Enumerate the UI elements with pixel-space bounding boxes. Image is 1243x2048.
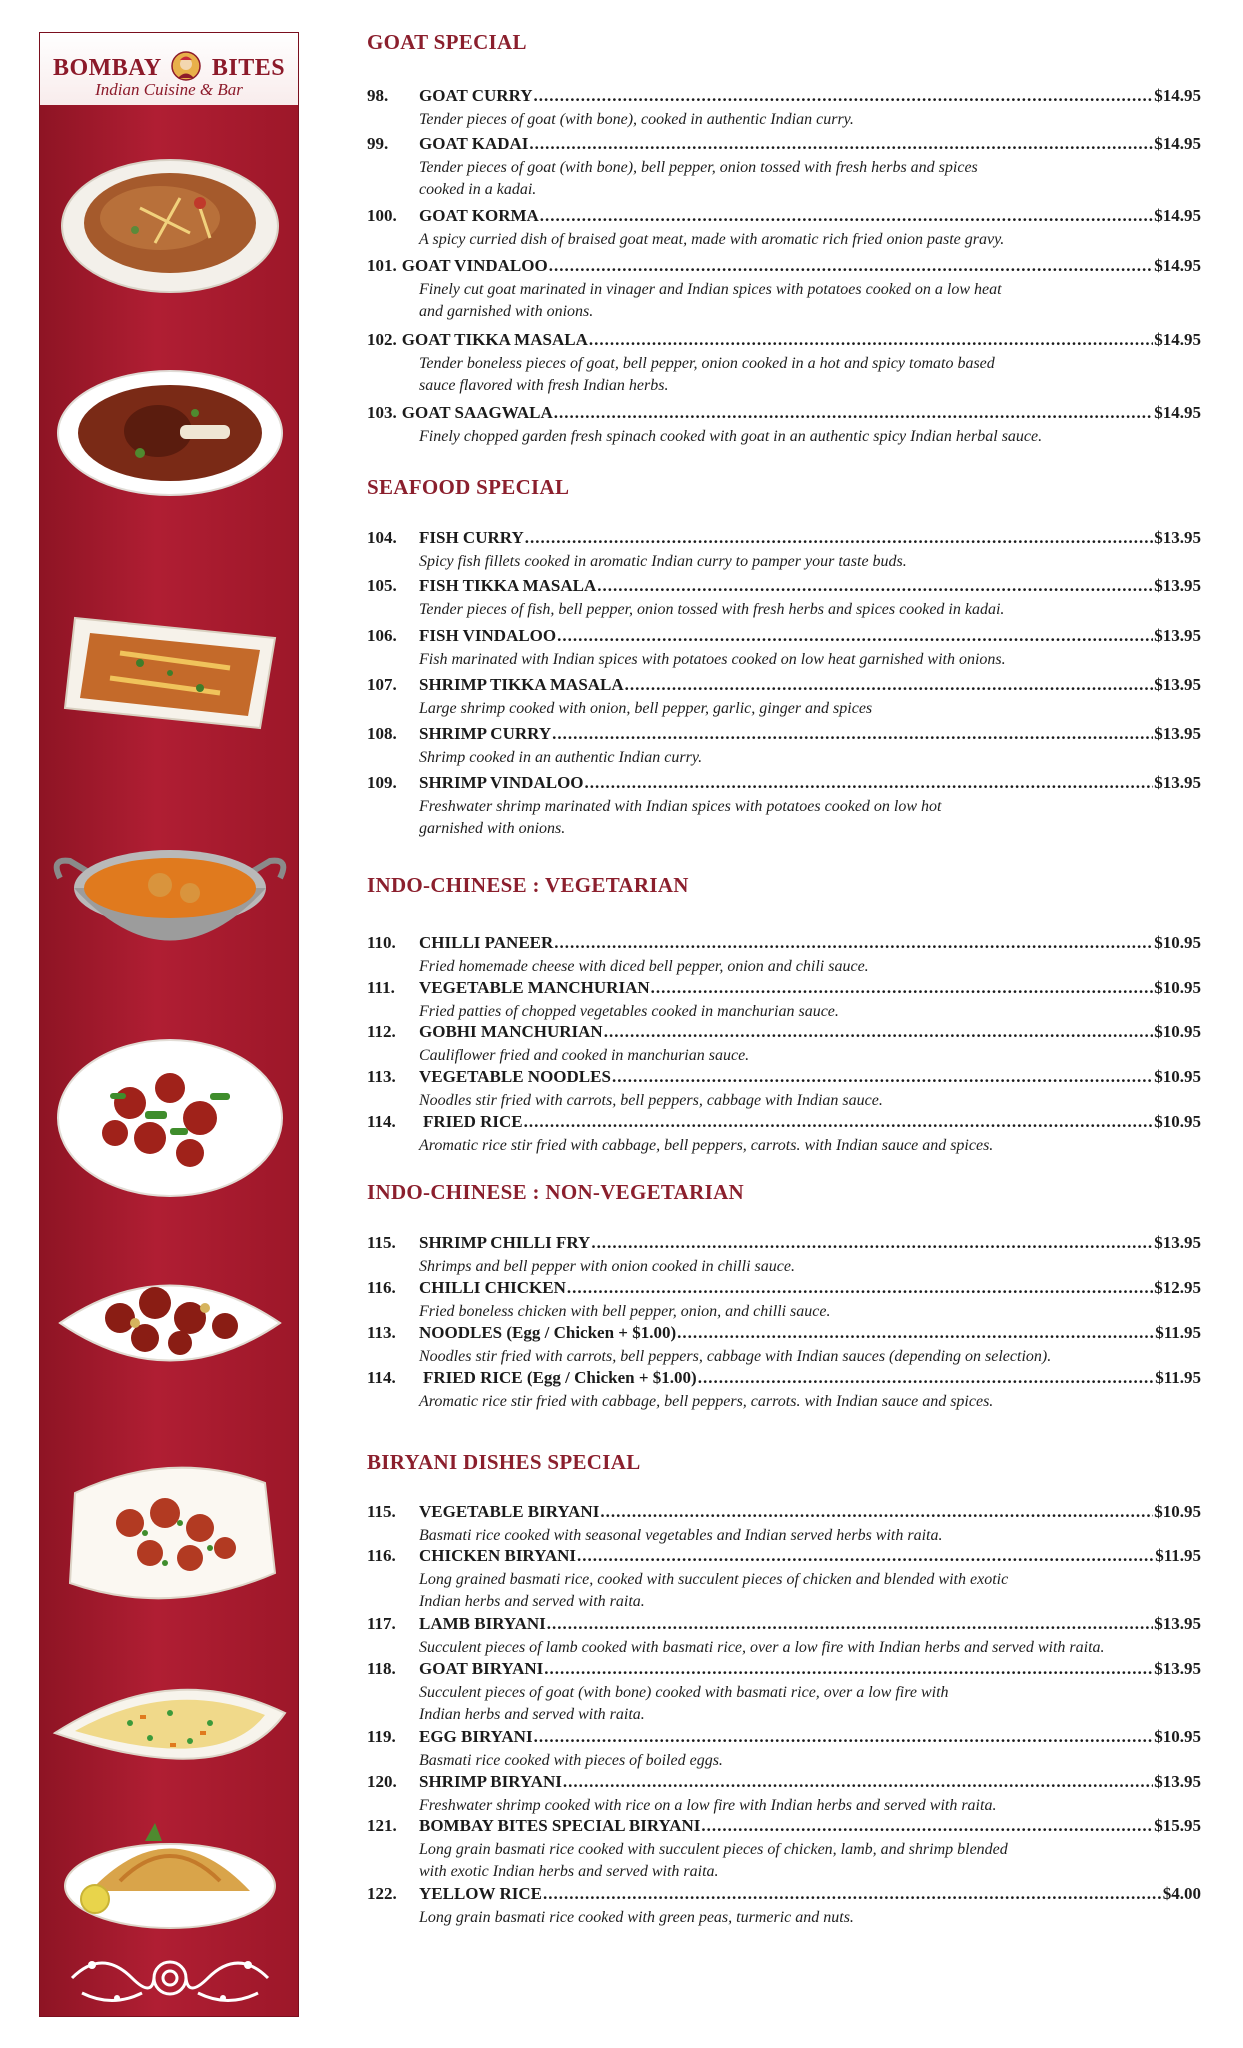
item-price: $11.95 (1155, 1368, 1201, 1387)
menu-item (367, 330, 1201, 352)
item-number: 98. (367, 86, 389, 105)
item-description: Succulent pieces of goat (with bone) cooked with basmati rice, over a low fire with (419, 1684, 949, 1701)
leader-dots (554, 933, 1153, 953)
item-number: 118. (367, 1659, 396, 1678)
leader-dots (543, 1884, 1162, 1904)
item-description: Indian herbs and served with raita. (419, 1706, 645, 1723)
leader-dots (525, 528, 1154, 548)
menu-item (367, 1368, 1201, 1390)
leader-dots (540, 206, 1153, 226)
item-name: EGG BIRYANI (419, 1727, 533, 1746)
item-price: $10.95 (1154, 1067, 1201, 1086)
item-price: $11.95 (1155, 1546, 1201, 1565)
item-name: VEGETABLE MANCHURIAN (419, 978, 650, 997)
item-name: FISH CURRY (419, 528, 524, 547)
item-description: Basmati rice cooked with seasonal vegetables and Indian served herbs with raita. (419, 1527, 943, 1544)
leader-dots (534, 1727, 1154, 1747)
item-price: $13.95 (1154, 773, 1201, 792)
item-description: Tender boneless pieces of goat, bell pepper, onion cooked in a hot and spicy tomato based (419, 355, 995, 372)
item-name: GOBHI MANCHURIAN (419, 1022, 603, 1041)
leader-dots (552, 724, 1153, 744)
item-number: 117. (367, 1614, 396, 1633)
item-price: $13.95 (1154, 1772, 1201, 1791)
menu-item (367, 933, 1201, 955)
item-number: 111. (367, 978, 395, 997)
item-description: and garnished with onions. (419, 303, 594, 320)
menu-item (367, 1323, 1201, 1345)
leader-dots (577, 1546, 1154, 1566)
menu-item (367, 1067, 1201, 1089)
item-number: 102. (367, 330, 397, 349)
menu-item (367, 576, 1201, 598)
leader-dots (604, 1022, 1154, 1042)
item-price: $13.95 (1154, 1233, 1201, 1252)
item-number: 116. (367, 1278, 396, 1297)
leader-dots (701, 1816, 1153, 1836)
item-price: $13.95 (1154, 576, 1201, 595)
item-number: 112. (367, 1022, 396, 1041)
item-price: $14.95 (1154, 86, 1201, 105)
item-name: VEGETABLE NOODLES (419, 1067, 611, 1086)
item-number: 120. (367, 1772, 397, 1791)
dish-photo-biryani (50, 1811, 290, 1931)
dish-photo-goat-bowl (50, 353, 290, 523)
menu-item (367, 1112, 1201, 1134)
menu-item (367, 403, 1201, 425)
item-description: Basmati rice cooked with pieces of boiled eggs. (419, 1752, 723, 1769)
item-name: GOAT KORMA (419, 206, 539, 225)
leader-dots (625, 675, 1154, 695)
item-number: 122. (367, 1884, 397, 1903)
section-title: INDO-CHINESE : VEGETARIAN (367, 873, 689, 897)
item-number: 113. (367, 1067, 396, 1086)
item-price: $10.95 (1154, 933, 1201, 952)
menu-item (367, 134, 1201, 156)
leader-dots (534, 86, 1154, 106)
menu-item (367, 206, 1201, 228)
item-number: 116. (367, 1546, 396, 1565)
item-description: Finely chopped garden fresh spinach cooked with goat in an authentic spicy Indian herbal sauce. (419, 428, 1043, 445)
leader-dots (698, 1368, 1155, 1388)
item-number: 113. (367, 1323, 396, 1342)
item-number: 106. (367, 626, 397, 645)
menu-item (367, 1546, 1201, 1568)
leader-dots (677, 1323, 1154, 1343)
menu-item (367, 675, 1201, 697)
item-price: $10.95 (1154, 1112, 1201, 1131)
chef-emblem-icon (171, 51, 201, 81)
item-price: $14.95 (1154, 134, 1201, 153)
menu-item (367, 1884, 1201, 1906)
menu-item (367, 626, 1201, 648)
item-name: GOAT CURRY (419, 86, 533, 105)
item-description: Freshwater shrimp cooked with rice on a low fire with Indian herbs and served with raita. (419, 1797, 997, 1814)
item-description: Aromatic rice stir fried with cabbage, bell peppers, carrots. with Indian sauce and spices. (419, 1137, 994, 1154)
item-number: 115. (367, 1233, 396, 1252)
item-number: 104. (367, 528, 397, 547)
section-title: INDO-CHINESE : NON-VEGETARIAN (367, 1180, 745, 1204)
menu-item (367, 1659, 1201, 1681)
item-price: $13.95 (1154, 724, 1201, 743)
leader-dots (589, 330, 1153, 350)
menu-item (367, 1022, 1201, 1044)
item-description: Finely cut goat marinated in vinager and Indian spices with potatoes cooked on a low heat (419, 281, 1002, 298)
item-number: 115. (367, 1502, 396, 1521)
item-price: $14.95 (1154, 330, 1201, 349)
item-name: GOAT KADAI (419, 134, 529, 153)
section-title: SEAFOOD SPECIAL (367, 475, 570, 499)
leader-dots (549, 256, 1154, 276)
menu-item (367, 256, 1201, 278)
item-number: 121. (367, 1816, 397, 1835)
dish-photo-chilli-chicken (50, 1248, 290, 1388)
item-number: 101. (367, 256, 397, 275)
item-description: A spicy curried dish of braised goat meat, made with aromatic rich fried onion paste gravy. (419, 231, 1005, 248)
item-name: BOMBAY BITES SPECIAL BIRYANI (419, 1816, 701, 1835)
item-description: Long grain basmati rice cooked with green peas, turmeric and nuts. (419, 1909, 854, 1926)
item-name: GOAT TIKKA MASALA (401, 330, 588, 349)
item-description: Fried homemade cheese with diced bell pepper, onion and chili sauce. (419, 958, 869, 975)
item-name: SHRIMP TIKKA MASALA (419, 675, 624, 694)
leader-dots (612, 1067, 1153, 1087)
leader-dots (567, 1278, 1153, 1298)
leader-dots (554, 403, 1154, 423)
logo-tagline: Indian Cuisine & Bar (95, 80, 243, 99)
section-title: GOAT SPECIAL (367, 30, 527, 54)
item-description: Tender pieces of fish, bell pepper, onion tossed with fresh herbs and spices cooked in kadai. (419, 601, 1005, 618)
item-description: Noodles stir fried with carrots, bell peppers, cabbage with Indian sauces (depending on selection). (419, 1348, 1052, 1365)
leader-dots (563, 1772, 1153, 1792)
item-price: $10.95 (1154, 1022, 1201, 1041)
item-number: 108. (367, 724, 397, 743)
item-description: Large shrimp cooked with onion, bell pepper, garlic, ginger and spices (419, 700, 873, 717)
item-name: CHILLI PANEER (419, 933, 554, 952)
item-description: Indian herbs and served with raita. (419, 1593, 645, 1610)
item-name: FRIED RICE (423, 1112, 523, 1131)
item-number: 105. (367, 576, 397, 595)
menu-item (367, 773, 1201, 795)
menu-item (367, 86, 1201, 108)
menu-item (367, 528, 1201, 550)
item-number: 99. (367, 134, 389, 153)
item-name: NOODLES (Egg / Chicken + $1.00) (419, 1323, 677, 1342)
logo-name-left: BOMBAY (52, 55, 161, 81)
dish-photo-kadai-curry (50, 833, 290, 963)
leader-dots (529, 134, 1153, 154)
leader-dots (585, 773, 1154, 793)
item-number: 114. (367, 1368, 396, 1387)
item-name: SHRIMP VINDALOO (419, 773, 584, 792)
menu-item (367, 1816, 1201, 1838)
item-price: $14.95 (1154, 256, 1201, 275)
menu-item (367, 1233, 1201, 1255)
item-name: VEGETABLE BIRYANI (419, 1502, 600, 1521)
dish-photo-fried-rice (50, 1653, 290, 1793)
item-price: $4.00 (1162, 1884, 1201, 1903)
logo-name-right: BITES (211, 55, 286, 81)
item-name: FISH VINDALOO (419, 626, 557, 645)
item-name: CHILLI CHICKEN (419, 1278, 566, 1297)
item-description: Succulent pieces of lamb cooked with basmati rice, over a low fire with Indian herbs and served with raita. (419, 1639, 1105, 1656)
leader-dots (544, 1659, 1153, 1679)
item-price: $10.95 (1154, 1502, 1201, 1521)
item-number: 107. (367, 675, 397, 694)
item-number: 100. (367, 206, 397, 225)
item-number: 114. (367, 1112, 396, 1131)
item-price: $14.95 (1154, 206, 1201, 225)
item-description: Tender pieces of goat (with bone), bell pepper, onion tossed with fresh herbs and spices (419, 159, 978, 176)
leader-dots (524, 1112, 1154, 1132)
menu-item (367, 1614, 1201, 1636)
item-number: 110. (367, 933, 396, 952)
leader-dots (547, 1614, 1153, 1634)
item-price: $10.95 (1154, 1727, 1201, 1746)
menu-item (367, 724, 1201, 746)
item-description: Shrimp cooked in an authentic Indian curry. (419, 749, 703, 766)
item-description: Noodles stir fried with carrots, bell peppers, cabbage with Indian sauce. (419, 1092, 883, 1109)
item-number: 103. (367, 403, 397, 422)
item-price: $13.95 (1154, 528, 1201, 547)
leader-dots (597, 576, 1153, 596)
leader-dots (557, 626, 1153, 646)
leader-dots (651, 978, 1154, 998)
item-description: Cauliflower fried and cooked in manchurian sauce. (419, 1047, 750, 1064)
item-name: GOAT VINDALOO (401, 256, 548, 275)
dish-photo-manchurian (50, 1453, 290, 1613)
item-description: with exotic Indian herbs and served with raita. (419, 1863, 719, 1880)
item-description: Long grained basmati rice, cooked with succulent pieces of chicken and blended with exotic (419, 1571, 1009, 1588)
item-description: sauce flavored with fresh Indian herbs. (419, 377, 669, 394)
item-price: $13.95 (1154, 675, 1201, 694)
dish-photo-chilli-paneer (50, 1033, 290, 1203)
menu-item (367, 1278, 1201, 1300)
item-name: SHRIMP BIRYANI (419, 1772, 562, 1791)
item-price: $10.95 (1154, 978, 1201, 997)
item-name: FRIED RICE (Egg / Chicken + $1.00) (423, 1368, 697, 1387)
item-description: Aromatic rice stir fried with cabbage, bell peppers, carrots. with Indian sauce and spices. (419, 1393, 994, 1410)
item-price: $12.95 (1154, 1278, 1201, 1297)
item-description: Freshwater shrimp marinated with Indian spices with potatoes cooked on low hot (419, 798, 942, 815)
menu-item (367, 1727, 1201, 1749)
item-price: $13.95 (1154, 1659, 1201, 1678)
item-description: garnished with onions. (419, 820, 566, 837)
sidebar-food-strip (39, 32, 299, 2017)
menu-item (367, 1502, 1201, 1524)
menu-item (367, 1772, 1201, 1794)
item-price: $13.95 (1154, 626, 1201, 645)
item-number: 109. (367, 773, 397, 792)
dish-photo-fish-tray (50, 598, 290, 738)
item-description: Fried boneless chicken with bell pepper, onion, and chilli sauce. (419, 1303, 831, 1320)
item-price: $13.95 (1154, 1614, 1201, 1633)
item-description: Spicy fish fillets cooked in aromatic Indian curry to pamper your taste buds. (419, 553, 907, 570)
floral-ornament-icon (52, 1943, 288, 2013)
item-name: CHICKEN BIRYANI (419, 1546, 577, 1565)
item-name: GOAT SAAGWALA (401, 403, 553, 422)
section-title: BIRYANI DISHES SPECIAL (367, 1450, 641, 1474)
item-price: $14.95 (1154, 403, 1201, 422)
menu-item (367, 978, 1201, 1000)
item-price: $11.95 (1155, 1323, 1201, 1342)
item-description: cooked in a kadai. (419, 181, 537, 198)
restaurant-logo (40, 33, 298, 105)
item-name: SHRIMP CURRY (419, 724, 552, 743)
item-description: Shrimps and bell pepper with onion cooked in chilli sauce. (419, 1258, 795, 1275)
leader-dots (591, 1233, 1153, 1253)
item-name: GOAT BIRYANI (419, 1659, 544, 1678)
leader-dots (600, 1502, 1153, 1522)
dish-photo-curry-plate (50, 148, 290, 298)
item-name: SHRIMP CHILLI FRY (419, 1233, 591, 1252)
item-description: Fried patties of chopped vegetables cooked in manchurian sauce. (419, 1003, 839, 1020)
item-name: LAMB BIRYANI (419, 1614, 546, 1633)
item-description: Long grain basmati rice cooked with succulent pieces of chicken, lamb, and shrimp blended (419, 1841, 1008, 1858)
item-description: Fish marinated with Indian spices with potatoes cooked on low heat garnished with onions. (419, 651, 1006, 668)
item-name: YELLOW RICE (419, 1884, 542, 1903)
item-name: FISH TIKKA MASALA (419, 576, 597, 595)
item-number: 119. (367, 1727, 396, 1746)
item-description: Tender pieces of goat (with bone), cooked in authentic Indian curry. (419, 111, 854, 128)
item-price: $15.95 (1154, 1816, 1201, 1835)
